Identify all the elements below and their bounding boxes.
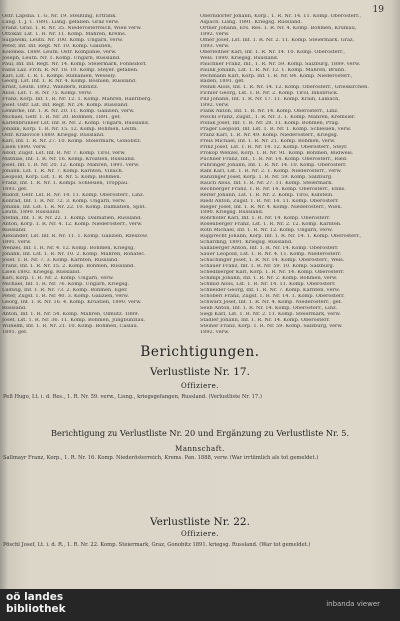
entry-line: Puchner Franz, Inf., 1. R. Nr. 14. Komp. Oberösterr., Ried. [200, 156, 348, 162]
entry-line: Ludwig, Inf. 1. R. Nr. 73. 2. Komp. Böhmen, Eger. [2, 287, 128, 293]
entry-columns [0, 14, 400, 344]
entry-line: Lembrke, Inf. 1. R. Nr. 20. 11. Komp. Galizien, verw. [2, 109, 135, 115]
entry-line: 1891. verw. [2, 240, 32, 246]
entry-line: Franz, Inf. 1. R. Nr. 15. 2. Komp. Böhmen, Russland. [2, 264, 135, 270]
entry-line: Prokop Wenzel, Korp. 1. R. Nr. 91. Komp. Böhmen, Budweis. [200, 150, 354, 156]
entry-line: Lisen 1890. verw. [2, 144, 47, 150]
entry-line: Schedlberger Karl, Korp. 1. R. Nr. 14. Komp. Oberösterr. [200, 269, 345, 275]
entry-line: Pranz Karl, 1. R. Nr. 49. Komp. Niederösterr., Kriegsg. [200, 133, 339, 139]
entry-line: Josef. 1. R. Nr. 7. 3. Komp. Kärnten, Russland. [2, 258, 119, 264]
entry-line: Pilz Johann, Inf. 1. R. Nr. 17. 11. Komp. Krain, Laibach, [200, 97, 340, 103]
entry-line: Ostr. Lapsna. 1. G. Nr. 19. Steißling, Ertrank. [2, 14, 117, 19]
entry-line: Joseph, Leutn. Nr. 1. Komp. Ungarn, Russland. [2, 55, 121, 61]
entry-line: Michael, Inf. 1. R. Nr. 76. Komp. Ungarn, Kriegsg. [2, 281, 130, 287]
logo-line-2: bibliothek [6, 602, 66, 615]
entry-line: Paulik Johann, Lst. 1. R. Nr. 12. 1. Komp. Mähren, Brünn. [200, 67, 346, 73]
left-column [2, 14, 192, 335]
entry-line: Konrad, Inf. 1. R. Nr. 72. 3. Komp. Ungarn, verw. [2, 198, 126, 204]
entry-line: Ottokar. Lst. 1. R. Nr. 11. Komp. Mähren, Krems. [2, 31, 127, 37]
entry-line: Anton, Korp. 1. R. Nr. 4. 12. Komp. Niederösterr., verw. [2, 222, 143, 228]
officers-label: Offiziere. [181, 530, 219, 538]
entry-line: Fabis Laz. Frch. R. Nr. 18. 10. Komp. Steyer. gefallen. [2, 67, 139, 73]
entry-line: Oberndorfer Johann, Korp., 1. R. Nr. 14. 11. Komp. Oberösterr., [200, 14, 362, 19]
entry-line: 1893. gef. [2, 186, 28, 192]
entry-line: Schöberl Franz, Zugsf. 1. R. Nr. 14. 1. Komp. Oberösterr. [200, 293, 345, 299]
entry-line: Paul, Inf. Inf. Regt. Nr. 14. Komp. Steiermark, Fohnsdorf. [2, 61, 147, 67]
entry-line: Reiter Johann, Lst. 1. R. Nr. 2. Komp. Tirol, Kufstein. [200, 192, 334, 198]
entry-line: Josef, Lst. 1. R. Nr. 36. 11. Komp. Böhmen, Jungbunzlau. [2, 317, 146, 323]
library-logo[interactable] [6, 592, 66, 615]
entry-line: Prager Leopold, Inf. Lst. 1. R. Nr. 1. Komp. Schlesien, verw. [200, 127, 352, 133]
correction-entry: Pöschl Josef, Lt. i. d. R., 1. R. Nr. 22. Komp. Steiermark, Graz, Gonobitz 1891. kriegsg. Russland. (War tot gemeldet.) [3, 542, 311, 548]
entry-line: Mathias, Inf. 1. R. Nr. 16. Komp. Kroatien, Russland. [2, 156, 136, 162]
entry-line: Anton, Inf. 1. R. Nr. 54. Komp. Mähren, Olmütz. 1889. [2, 311, 140, 317]
entry-line: Lung. 1. J. 1. 1891. Lisng. gefallen. Graz verw. [2, 19, 120, 25]
entry-line: Russland. [2, 305, 27, 311]
entry-line: Schärding, 1891. Kriegsg. Russland. [200, 240, 293, 246]
entry-line: Ostr. Kralovice 1889. Kriegsg. Russland. [2, 133, 105, 139]
entry-line: Seidl Anton, Inf. 1. R. Nr. 14. Komp. Oberösterr., Linz. [200, 305, 338, 311]
entry-line: Schauer Franz, Inf. 1. R. Nr. 59. 10. Komp. Salzburg. [200, 264, 335, 270]
entry-line: Ernst, Leutn. 1892. Wandern, Ribnitz. [2, 85, 99, 91]
entry-line: 1892. verw. [200, 31, 230, 37]
entry-line: Peindl Alois, Inf. 1. R. Nr. 14. 12. Komp. Oberösterr., Grieskirchen. [200, 85, 369, 91]
entry-line: Oberleitner Karl, Inf. 1. R. Nr. 14. 10. Komp. Oberösterr., [200, 49, 346, 55]
entry-line: Alois. Lst. 1. R. Nr. 75. Komp. verw. [2, 91, 93, 97]
entry-line: Rohrhofer Karl, Inf. 1. R. Nr. 14. Komp. Oberösterr. [200, 216, 331, 222]
entry-line: Sallaberger Anton, Inf. 1. R. Nr. 14. Komp. Oberösterr. [200, 246, 339, 252]
entry-line: Karl, Lst. 1. R. 1. Kompl. Rumänien, Wessely. [2, 73, 116, 79]
entry-line: 1890. Kriegsg. Russland. [200, 210, 264, 216]
entry-line: Rosenberger Franz, Lst. 1. R. Nr. 2. 12. Komp. Kärnten. [200, 222, 342, 228]
entry-line: Rauch Alois, Inf. 1. R. Nr. 27. 11. Komp. Steiermark. [200, 180, 333, 186]
entry-line: Leopold, Korp. Lst. 1. R. Nr. 5. Komp. Böhmen. [2, 174, 122, 180]
entry-line: Ortner Johann, Ers. Res. 1. R. Nr. 4. Komp. Böhmen, Krumau, [200, 25, 357, 31]
entry-line: Stadler Johann, Inf. 1. R. Nr. 14. Komp. Oberösterr. [200, 317, 331, 323]
entry-line: Josef. Ostr. Lst. Inf. Regt. Nr. 24. Komp. Russland. [2, 103, 129, 109]
mannschaft-label: Mannschaft. [175, 445, 225, 453]
loss-list-17-title: Verlustliste Nr. 17. [150, 366, 250, 378]
entry-line: Alexander, Lst. Inf. R. Nr. 11. 1. Komp. Galizien, Rzeszów. [2, 234, 149, 240]
entry-line: Ranzinger Josef, Korp. 1. R. Nr. 59. Komp. Salzburg. [200, 174, 333, 180]
entry-line: Wenzel, Inf. 1. R. Nr. 4. 12. Komp. Böhmen, Kriegsg. [2, 246, 135, 252]
entry-line: Wilhelm, Inf. 1. R. Nr. 21. 10. Komp. Böhmen, Časlau. [2, 323, 139, 329]
entry-line: Rudolf, Gefr. Lst. R. Nr. 14. 11. Komp. Oberösterr., Linz. [2, 192, 145, 198]
entry-line: Franz, Inf. 1. R. Nr. 1. Kompl. Schlesien, Troppau. [2, 180, 129, 186]
entry-line: Rechberger Franz, 1. R. Nr. 14. Komp. Oberösterr., Enns. [200, 186, 346, 192]
entry-line: Leutn. 1890. Russland. [2, 210, 61, 216]
entry-line: Preis Michael, Inf. 1. R. Nr. 21. Komp. Böhmen, verw. [200, 139, 336, 145]
entry-line: Georg. Lst. Inf. 1. R. Nr. 4. Komp. Bosnien, Russland. [2, 79, 137, 85]
loss-list-22-title: Verlustliste Nr. 22. [150, 516, 250, 528]
entry-line: Kolomea. 1889. Leutn. Ostr. Kompanie, verw. [2, 49, 117, 55]
entry-line: Steiner Franz, Korp. 1. R. Nr. 59. Komp. Salzburg, verw. [200, 323, 343, 329]
entry-line: Sauer Leopold, Lst. 1. R. Nr. 4. 11. Komp. Niederösterr. [200, 252, 342, 258]
entry-line: Michael, Gefr. 1. R. Nr. 20. Böhmen, 1891. gef. [2, 115, 121, 121]
corrections-heading: Berichtigungen. [140, 344, 260, 360]
viewer-label: inbanda viewer [326, 600, 380, 608]
entry-line: Schwarz Josef, Inf. 1. R. Nr. 4. Komp. Niederösterr., gef. [200, 299, 342, 305]
entry-line: Pichler Georg, Lst. 1. R. Nr. 2. Komp. Tirol, Innsbruck. [200, 91, 339, 97]
entry-line: Johann, Inf. Lst. 1. R. Nr. 22. 10. Komp. Dalmatien, Split. [2, 204, 147, 210]
entry-line: Roth Michael, Inf. 1. R. Nr. 12. Komp. Ungarn, verw. [200, 228, 333, 234]
entry-line: Johann. Lst. 1. R. Nr. 7. Komp. Kärnten, Villach. [2, 168, 124, 174]
entry-line: Johann, Korp. 1. R. Nr. 15. 12. Komp. Böhmen, Leitm. [2, 127, 138, 133]
entry-line: Pauchner Franz, Inf., 1. R. Nr. 59. Komp. Salzburg, 1889. verw. [200, 61, 361, 67]
entry-line: Russland. [2, 228, 27, 234]
entry-line: 1893. verw. [200, 43, 230, 49]
entry-line: Kaltenbrunner Lst. Inf. R. Nr. 2. Komp. Ungarn, Russland. [2, 121, 150, 127]
officers-label: Offiziere. [181, 382, 219, 390]
entry-line: Pechmann Karl, Korp. Inf. 1. R. Nr. 84. Komp. Niederösterr., [200, 73, 353, 79]
entry-line: Plank Anton, Inf. 1. R. Nr. 14. Komp. Oberösterr., Linz. [200, 109, 339, 115]
entry-line: 1891. gef. [2, 329, 28, 335]
entry-line: Rupprecht Johann, Korp. Inf. 1. R. Nr. 14. 1. Komp. Oberösterr., [200, 234, 362, 240]
entry-line: Siegl Karl, Lst. 1. R. Nr. 2. 11. Komp. Steiermark, verw. [200, 311, 341, 317]
entry-line: Franz, Korp. Inf. 1. R. Nr. 12. 1. Komp. Mähren, Ranftberg. [2, 97, 152, 103]
entry-line: Karl, Inf. 1. R. Nr. 27. 10. Komp. Steiermark, Gonobitz. [2, 139, 142, 145]
entry-line: 1892. verw. [200, 329, 230, 335]
entry-line: Aspach. Lisng. 1891. Kriegsg. Russland. [200, 19, 303, 25]
entry-line: Josef, Inf. 1. R. Nr. 20. 12. Komp. Mähren, 1891. verw. [2, 162, 140, 168]
correction-entry: Peß Hugo, Lt. i. d. Res., 1. R. Nr. 59. verw., Lisng., kriegsgefangen, Russland. (Verlustliste Nr. 17.) [3, 394, 262, 400]
entry-line: Franz. Graz. 1. R. Nr. 35. Niederösterreich, Wien verw. [2, 25, 142, 31]
entry-line: Adolf, Zugsf. Lst. Inf. R. Nr. 7. Komp. Tirol, verw. [2, 150, 126, 156]
entry-line: Rabl Karl, Lst. 1. R. Nr. 2. 1. Komp. Niederösterr., verw. [200, 168, 342, 174]
entry-line: Johann, Inf. Lst. 1. R. Nr. 10. 2. Komp. Mähren, Rohatec. [2, 252, 146, 258]
entry-line: Pollak Josef, Inf. 1. R. Nr. 28. 11. Komp. Böhmen, Prag. [200, 121, 340, 127]
entry-line: Baden, 1891. gef. [200, 79, 245, 85]
entry-line: Schmid Alois, Lst. 1. R. Nr. 14. 11. Komp. Oberösterr. [200, 281, 336, 287]
correction-entry: Sallmayr Franz, Korp., 1. R. Nr. 16. Komp. Niederösterreich, Krems. Pan. 1888, verw. (War irrtümlich als tot gemeldet.) [3, 455, 319, 461]
entry-line: 1892. verw. [200, 103, 230, 109]
entry-line: Ofner Josef, Lst. Inf. 1. R. Nr. 2. 11. Komp. Steiermark, Graz, [200, 37, 355, 43]
entry-line: Riedl Anton, Zugsf. 1. R. Nr. 14. 11. Komp. Oberösterr. [200, 198, 339, 204]
viewer-footer [0, 589, 400, 621]
entry-line: Karl, Korp. 1. R. Nr. 2. Komp. Ungarn, verw. [2, 275, 114, 281]
entry-line: Peter, Zugsf. 1. R. Nr. 40. 3. Komp. Galizien, verw. [2, 293, 129, 299]
correction-and-supplement-heading: Berichtigung zu Verlustliste Nr. 20 und Ergänzung zu Verlustliste Nr. 5. [50, 428, 350, 438]
entry-line: Lisen 1892. Kriegsg. Russland. [2, 269, 81, 275]
entry-line: Schneider Georg, Inf. 1. R. Nr. 7. Komp. Kärnten, verw. [200, 287, 341, 293]
page-number: 19 [372, 5, 384, 15]
entry-line: Schachinger Josef, 1. R. Nr. 14. Komp. Oberösterr., Wels. [200, 258, 345, 264]
entry-line: Suljäwski, Leutn. Nr. 100. Komp. Ungarn, verw. [2, 37, 124, 43]
entry-line: Wels. 1890. Kriegsg. Russland. [200, 55, 279, 61]
entry-line: Pühringer Johann, Inf. 1. R. Nr. 14. 10. Komp. Oberösterr. [200, 162, 347, 168]
entry-line: Stefan, Inf. 1. R. Nr. 22. 1. Komp. Dalmatien, Russland. [2, 216, 142, 222]
logo-line-1: oö landes [6, 591, 64, 603]
entry-line: Prinz Josef, Lst. 1. R. Nr. 14. 12. Komp. Oberösterr., Steyr. [200, 144, 348, 150]
entry-line: Schimpl Johann, Inf. 1. R. Nr. 2. Komp. Böhmen, verw. [200, 275, 338, 281]
entry-line: Georg, Inf. 1. R. Nr. 16. 4. Komp. Kroatien, 1890. verw. [2, 299, 142, 305]
right-column [200, 14, 390, 335]
entry-line: Pöschl Franz, Zugsf., 1. R. Nr. 3. 1. Komp. Mähren, Kremsier. [200, 115, 356, 121]
entry-line: Peter, Inf. Inf. Regt. Nr. 10. Komp. Galizien, [2, 43, 113, 49]
entry-line: Rieger Josef, Inf. 1. R. Nr. 4. Komp. Niederösterr., Wien. [200, 204, 343, 210]
